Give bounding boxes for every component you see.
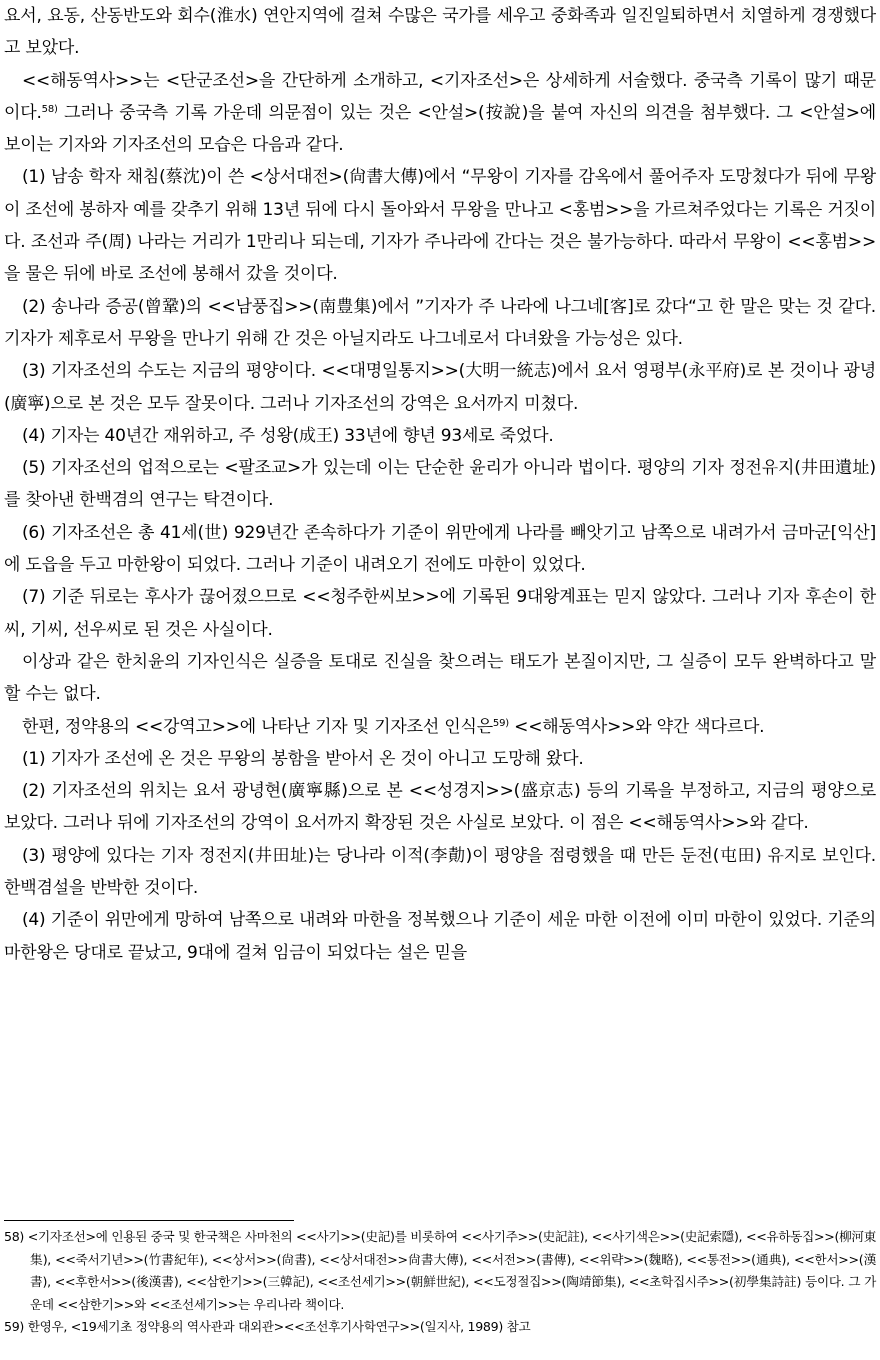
list-item-3: (3) 기자조선의 수도는 지금의 평양이다. <<대명일통지>>(大明一統志)에서 요서 영평부(永平府)로 본 것이나 광녕(廣寧)으로 본 것은 모두 잘못이다. 그러나 기자조선의 강역은 요서까지 미쳤다.	[4, 361, 876, 414]
list-item-b1: (1) 기자가 조선에 온 것은 무왕의 봉함을 받아서 온 것이 아니고 도망해 왔다.	[22, 748, 584, 769]
footnote-text: <기자조선>에 인용된 중국 및 한국책은 사마천의 <<사기>>(史記)를 비롯하여 <<사기주>>(史記註), <<사기색은>>(史記索隱), <<유하동집>>(柳河東集), <<죽서기년>>(竹書紀年), <<상서>>(尙書), <<상서대전>>尙書大傳), <<서전>>(書傳), <<위략>>(魏略), <<통전>>(通典), <<한서>>(漢書), <<후한서>>(後漢書), <<삼한기>>(三韓記), <<조선세기>>(朝鮮世紀), <<도정절집>>(陶靖節集), <<초학집시주>>(初學集詩註) 등이다. 그 가운데 <<삼한기>>와 <<조선세기>>는 우리나라 책이다.	[27, 1229, 876, 1312]
paragraph-text: <<해동역사>>는 <단군조선>을 간단하게 소개하고, <기자조선>은 상세하게 서술했다. 중국측 기록이 많기 때문이다.	[4, 70, 876, 123]
list-item-6: (6) 기자조선은 총 41세(世) 929년간 존속하다가 기준이 위만에게 나라를 빼앗기고 남쪽으로 내려가서 금마군[익산]에 도읍을 두고 마한왕이 되었다. 그러나 기준이 내려오기 전에도 마한이 있었다.	[4, 522, 876, 576]
list-item-5: (5) 기자조선의 업적으로는 <팔조교>가 있는데 이는 단순한 윤리가 아니라 법이다. 평양의 기자 정전유지(井田遺址)를 찾아낸 한백겸의 연구는 탁견이다.	[4, 458, 876, 511]
list-item-4: (4) 기자는 40년간 재위하고, 주 성왕(成王) 33년에 향년 93세로 죽었다.	[22, 425, 554, 446]
paragraph-continuation: 요서, 요동, 산동반도와 회수(淮水) 연안지역에 걸쳐 수많은 국가를 세우고 중화족과 일진일퇴하면서 치열하게 경쟁했다고 보았다.	[4, 6, 876, 59]
paragraph-text: <<해동역사>>와 약간 색다르다.	[508, 716, 765, 737]
footnote-ref-59[interactable]: 59)	[492, 717, 509, 729]
list-item-b4: (4) 기준이 위만에게 망하여 남쪽으로 내려와 마한을 정복했으나 기준이 세운 마한 이전에 이미 마한이 있었다. 기준의 마한왕은 당대로 끝났고, 9대에 걸쳐 임금이 되었다는 설은 믿을	[4, 910, 876, 963]
footnote-divider	[4, 1220, 294, 1221]
footnote-59	[4, 1316, 876, 1339]
paragraph-text: 그러나 중국측 기록 가운데 의문점이 있는 것은 <안설>(按說)을 붙여 자신의 의견을 첨부했다. 그 <안설>에 보이는 기자와 기자조선의 모습은 다음과 같다.	[4, 102, 876, 156]
footnote-ref-58[interactable]: 58)	[41, 103, 58, 115]
list-item-7: (7) 기준 뒤로는 후사가 끊어졌으므로 <<청주한씨보>>에 기록된 9대왕계표는 믿지 않았다. 그러나 기자 후손이 한씨, 기씨, 선우씨로 된 것은 사실이다.	[4, 587, 876, 640]
footnote-text: 한영우, <19세기초 정약용의 역사관과 대외관><<조선후기사학연구>>(일지사, 1989) 참고	[27, 1319, 531, 1334]
list-item-b2: (2) 기자조선의 위치는 요서 광녕현(廣寧縣)으로 본 <<성경지>>(盛京志) 등의 기록을 부정하고, 지금의 평양으로 보았다. 그러나 뒤에 기자조선의 강역이 요서까지 확장된 것은 사실로 보았다. 이 점은 <<해동역사>>와 같다.	[4, 781, 876, 834]
list-item-b3: (3) 평양에 있다는 기자 정전지(井田址)는 당나라 이적(李勣)이 평양을 점령했을 때 만든 둔전(屯田) 유지로 보인다. 한백겸설을 반박한 것이다.	[4, 845, 876, 899]
paragraph-haedong-intro	[4, 65, 876, 162]
list-item-2: (2) 송나라 증공(曾鞏)의 <<남풍집>>(南豊集)에서 ”기자가 주 나라에 나그네[客]로 갔다“고 한 말은 맞는 것 같다. 기자가 제후로서 무왕을 만나기 위해 간 것은 아닐지라도 나그네로서 다녀왔을 가능성은 있다.	[4, 296, 876, 349]
footnote-58	[4, 1226, 876, 1316]
paragraph-jeong-intro	[4, 711, 876, 743]
body-text	[4, 0, 876, 969]
paragraph-summary: 이상과 같은 한치윤의 기자인식은 실증을 토대로 진실을 찾으려는 태도가 본질이지만, 그 실증이 모두 완벽하다고 말할 수는 없다.	[4, 651, 876, 705]
footnotes	[4, 1226, 876, 1339]
footnote-number: 58)	[4, 1229, 25, 1244]
list-item-1: (1) 남송 학자 채침(蔡沈)이 쓴 <상서대전>(尙書大傳)에서 “무왕이 기자를 감옥에서 풀어주자 도망쳤다가 뒤에 무왕이 조선에 봉하자 예를 갖추기 위해 13년 뒤에 다시 돌아와서 무왕을 만나고 <홍범>>을 가르쳐주었다는 기록은 거짓이다. 조선과 주(周) 나라는 거리가 1만리나 되는데, 기자가 주나라에 간다는 것은 불가능하다. 따라서 무왕이 <<홍범>>을 물은 뒤에 바로 조선에 봉해서 갔을 것이다.	[4, 167, 876, 285]
paragraph-text: 한편, 정약용의 <<강역고>>에 나타난 기자 및 기자조선 인식은	[22, 716, 493, 737]
footnote-number: 59)	[4, 1319, 25, 1334]
